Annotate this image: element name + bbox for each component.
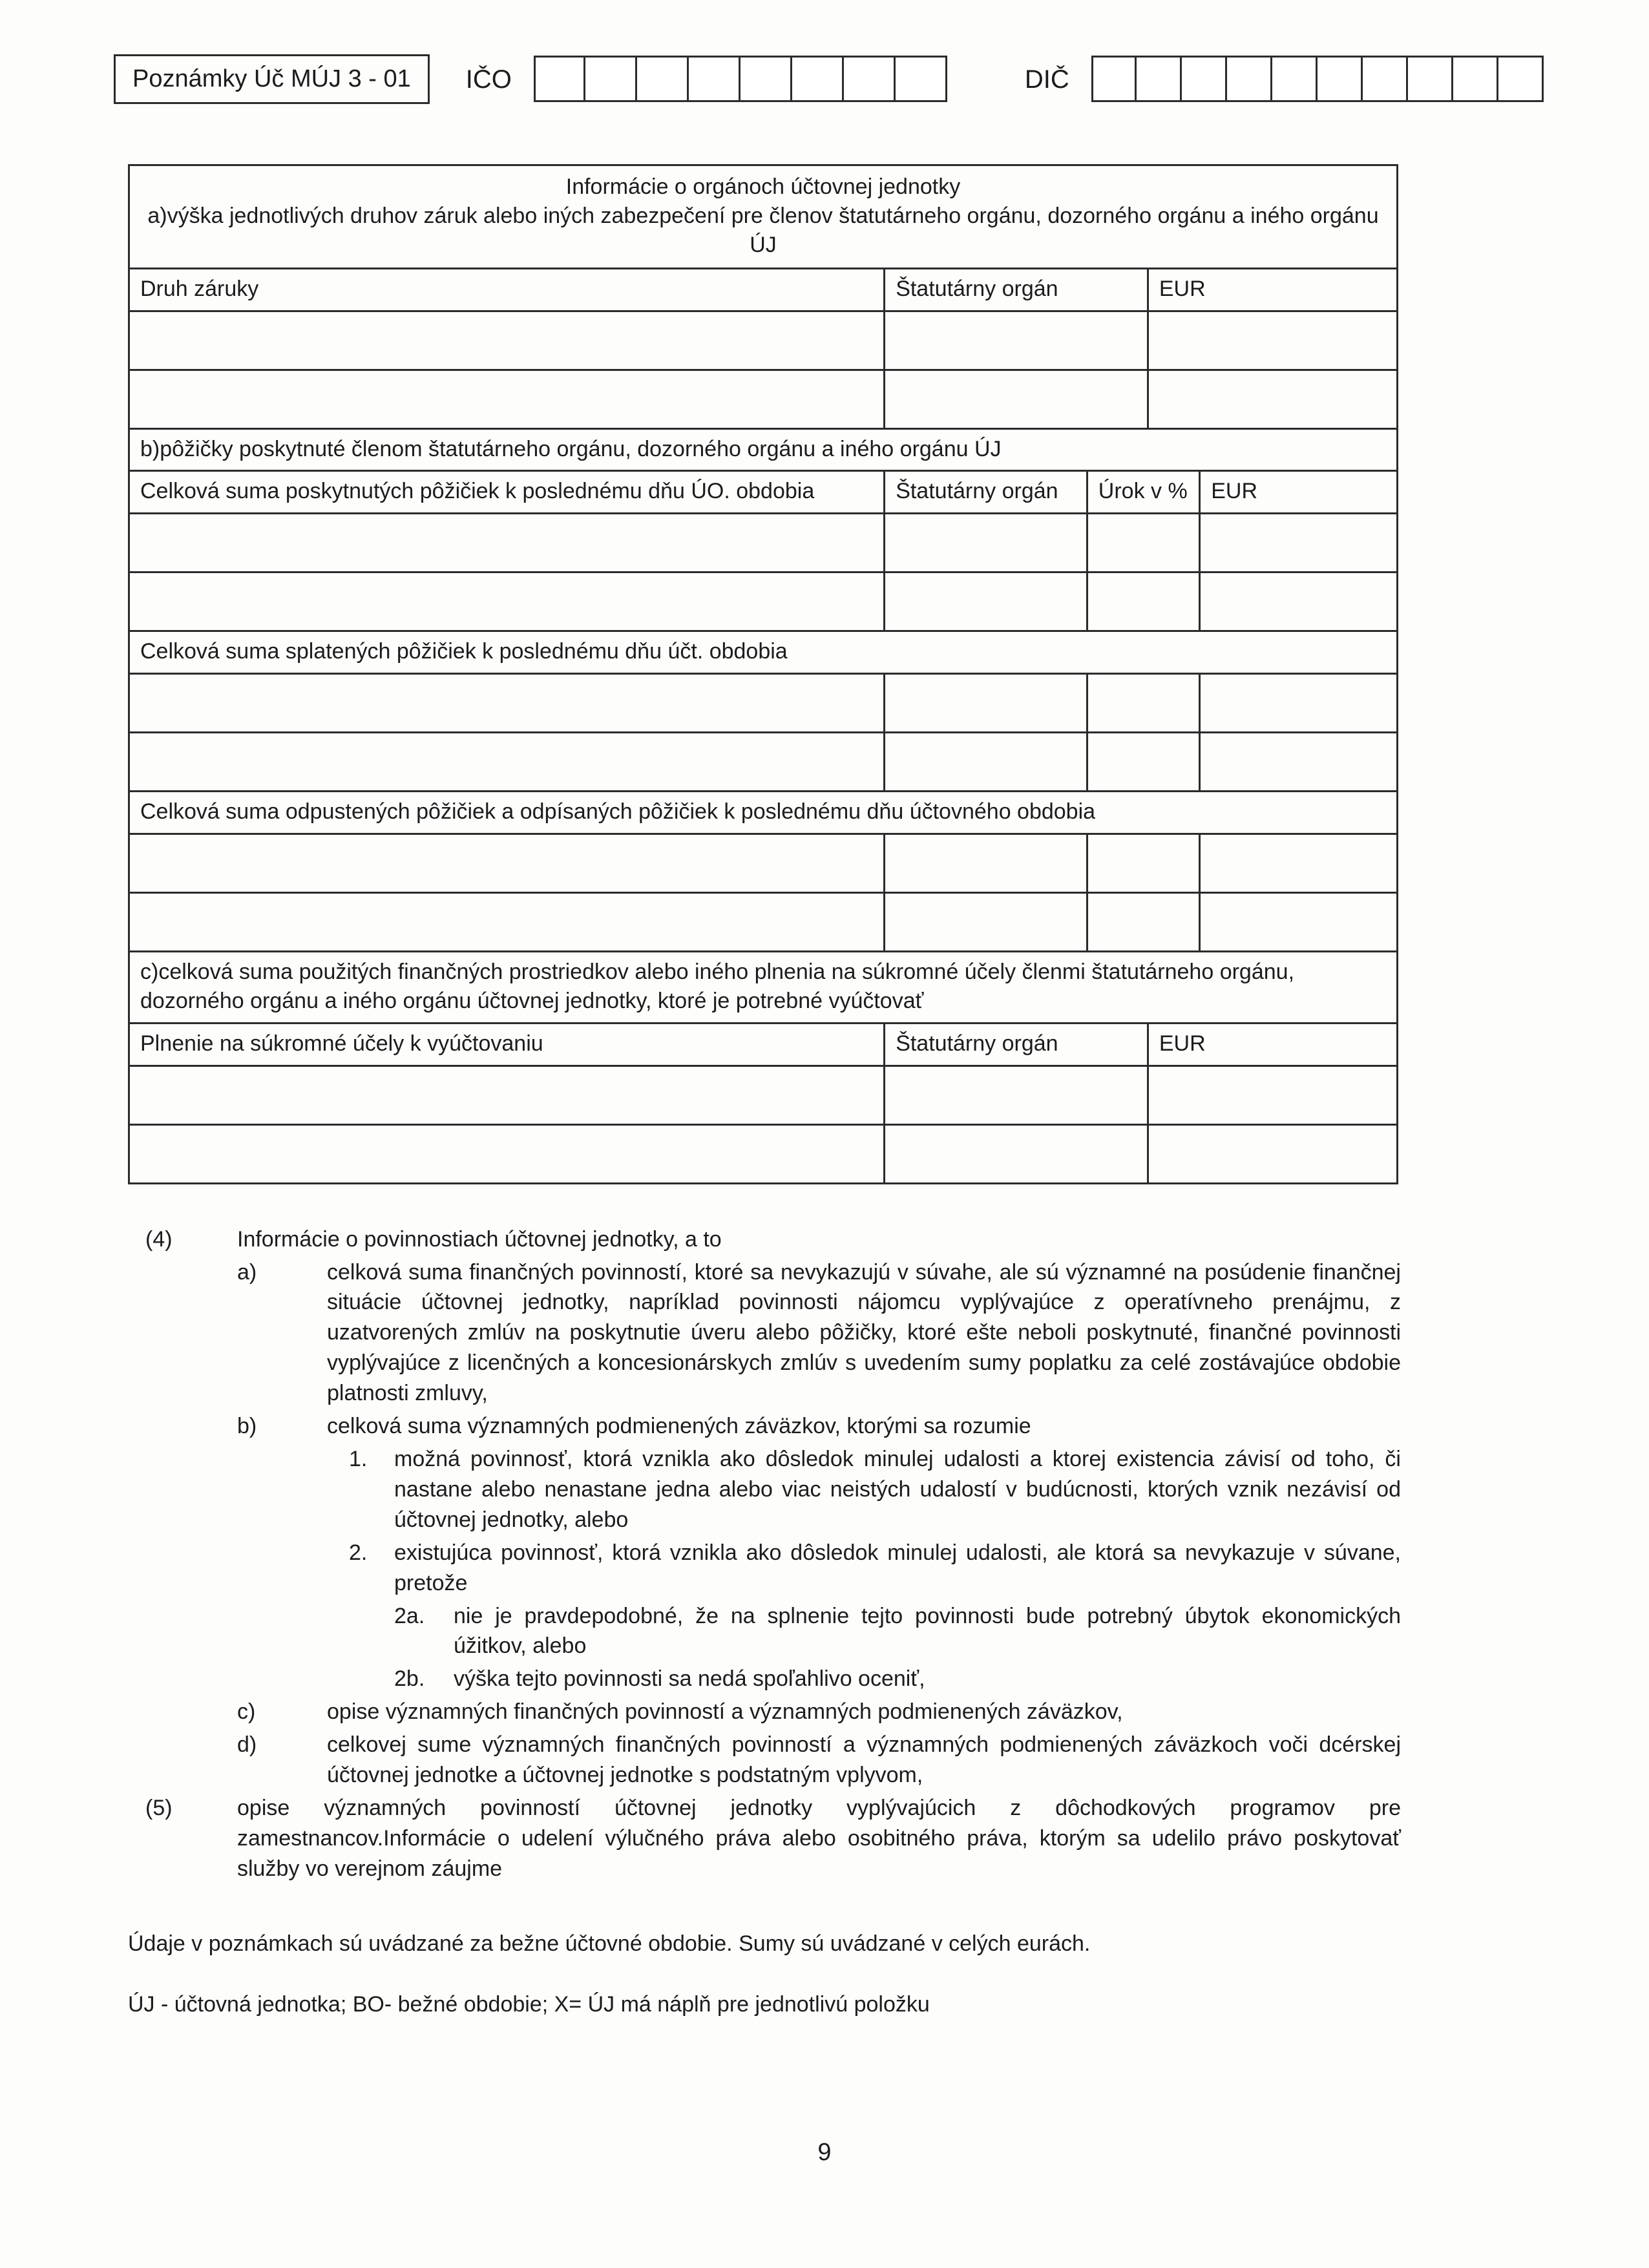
- col-urok-v-percentach: Úrok v %: [1086, 472, 1199, 512]
- label-plnenie-na-sukromne-ucely: Plnenie na súkromné účely k vyúčtovaniu: [140, 1031, 543, 1056]
- col-druh-zaruky: Druh záruky: [140, 276, 259, 301]
- input-cell[interactable]: [1199, 894, 1396, 950]
- dic-digit-cell[interactable]: [1272, 56, 1318, 102]
- input-cell[interactable]: [1147, 1067, 1396, 1124]
- input-cell[interactable]: [130, 371, 883, 428]
- dic-digit-cell[interactable]: [1318, 56, 1363, 102]
- col-statutarny-organ: Štatutárny orgán: [883, 1024, 1147, 1065]
- list-item-text: existujúca povinnosť, ktorá vznikla ako dôsledok minulej udalosti, ale ktorá sa nevykazuje v súvane, pretože: [394, 1540, 1401, 1595]
- input-cell[interactable]: [883, 733, 1086, 790]
- list-item: [0, 1697, 1401, 1727]
- list-item-number: (4): [145, 1226, 173, 1252]
- list-item-number: a): [237, 1259, 257, 1285]
- dic-label: DIČ: [1024, 65, 1069, 94]
- list-item-text: opise významných povinností účtovnej jednotky vyplývajúcich z dôchodkových programov pre zamestnancov.Informácie o udelení výlučného práva alebo osobitného práva, ktorým sa udelilo právo poskytovať služby vo verejnom záujme: [237, 1795, 1401, 1881]
- input-cell[interactable]: [1147, 371, 1396, 428]
- list-item-text: celková suma významných podmienených záväzkov, ktorými sa rozumie: [327, 1414, 1031, 1439]
- list-item: [0, 1730, 1401, 1790]
- list-item-text: celkovej sume významných finančných povinností a významných podmienených záväzkoch voči dcérskej účtovnej jednotke a účtovnej jednotke s podstatným vplyvom,: [327, 1732, 1401, 1788]
- section-b-heading: b)pôžičky poskytnuté členom štatutárneho orgánu, dozorného orgánu a iného orgánu ÚJ: [140, 436, 1002, 461]
- dic-digit-cell[interactable]: [1453, 56, 1498, 102]
- table-row: [130, 573, 1396, 632]
- input-cell[interactable]: [883, 371, 1147, 428]
- list-item-number: 2.: [349, 1540, 368, 1565]
- input-cell[interactable]: [883, 312, 1147, 369]
- table-row: [130, 1067, 1396, 1126]
- list-item: [0, 1224, 1401, 1255]
- table-title: Informácie o orgánoch účtovnej jednotky: [565, 174, 961, 199]
- section-c-heading-row: [130, 952, 1396, 1024]
- input-cell[interactable]: [1199, 733, 1396, 790]
- input-cell[interactable]: [1199, 835, 1396, 892]
- ico-digit-cell[interactable]: [740, 56, 792, 102]
- ico-digit-cell[interactable]: [534, 56, 585, 102]
- dic-digit-cell[interactable]: [1363, 56, 1408, 102]
- form-header: [0, 0, 1649, 105]
- col-eur: EUR: [1199, 472, 1396, 512]
- input-cell[interactable]: [130, 675, 883, 731]
- dic-digit-cell[interactable]: [1137, 56, 1182, 102]
- input-cell[interactable]: [883, 835, 1086, 892]
- input-cell[interactable]: [1147, 1126, 1396, 1182]
- page-number: 9: [817, 2139, 832, 2166]
- input-cell[interactable]: [130, 1067, 883, 1124]
- section-b-row3-heading: [130, 792, 1396, 835]
- input-cell[interactable]: [1086, 675, 1199, 731]
- ico-digit-cell[interactable]: [689, 56, 740, 102]
- list-item-number: b): [237, 1414, 257, 1439]
- table-row: [130, 514, 1396, 573]
- list-item: [0, 1411, 1401, 1442]
- input-cell[interactable]: [130, 514, 883, 571]
- table-title-row: [130, 166, 1396, 269]
- dic-digit-grid: [1091, 56, 1544, 102]
- input-cell[interactable]: [1086, 514, 1199, 571]
- label-celkova-suma-splatenych: Celková suma splatených pôžičiek k poslednému dňu účt. obdobia: [140, 639, 788, 664]
- col-eur: EUR: [1147, 1024, 1396, 1065]
- input-cell[interactable]: [1199, 514, 1396, 571]
- table-row: [130, 1126, 1396, 1182]
- list-item-number: 1.: [349, 1446, 368, 1471]
- input-cell[interactable]: [1086, 894, 1199, 950]
- notes-list: [0, 1224, 1401, 1884]
- section-a-heading: a)výška jednotlivých druhov záruk alebo iných zabezpečení pre členov štatutárneho orgánu, dozorného orgánu a iného orgánu ÚJ: [147, 203, 1379, 257]
- section-b-header-row: [130, 472, 1396, 514]
- list-item: [0, 1444, 1401, 1535]
- table-row: [130, 733, 1396, 792]
- dic-digit-cell[interactable]: [1408, 56, 1453, 102]
- col-statutarny-organ: Štatutárny orgán: [883, 269, 1147, 310]
- input-cell[interactable]: [1199, 675, 1396, 731]
- input-cell[interactable]: [1086, 573, 1199, 630]
- dic-digit-cell[interactable]: [1227, 56, 1272, 102]
- organs-info-table: [128, 164, 1398, 1184]
- input-cell[interactable]: [883, 1067, 1147, 1124]
- ico-digit-cell[interactable]: [896, 56, 947, 102]
- table-row: [130, 312, 1396, 371]
- table-title-cell: [130, 166, 1396, 268]
- ico-digit-grid: [534, 56, 947, 102]
- list-item-text: nie je pravdepodobné, že na splnenie tejto povinnosti bude potrebný úbytok ekonomických úžitkov, alebo: [454, 1603, 1401, 1659]
- list-item-number: d): [237, 1732, 257, 1758]
- col-eur: EUR: [1147, 269, 1396, 310]
- list-item-number: 2b.: [394, 1666, 425, 1692]
- list-item: [0, 1793, 1401, 1884]
- input-cell[interactable]: [1086, 835, 1199, 892]
- input-cell[interactable]: [883, 894, 1086, 950]
- table-row: [130, 675, 1396, 733]
- table-row: [130, 371, 1396, 430]
- ico-digit-cell[interactable]: [585, 56, 637, 102]
- section-b-heading-row: [130, 430, 1396, 472]
- input-cell[interactable]: [130, 312, 883, 369]
- input-cell[interactable]: [130, 835, 883, 892]
- label-celkova-suma-odpustenych: Celková suma odpustených pôžičiek a odpísaných pôžičiek k poslednému dňu účtovného obdobia: [140, 799, 1096, 824]
- list-item: [0, 1538, 1401, 1599]
- col-statutarny-organ: Štatutárny orgán: [883, 472, 1086, 512]
- list-item: [0, 1257, 1401, 1409]
- ico-digit-cell[interactable]: [844, 56, 896, 102]
- input-cell[interactable]: [130, 733, 883, 790]
- input-cell[interactable]: [883, 675, 1086, 731]
- list-item-number: c): [237, 1699, 256, 1725]
- label-celkova-suma-poskytnutych: Celková suma poskytnutých pôžičiek k poslednému dňu ÚO. obdobia: [140, 479, 815, 504]
- form-code: Poznámky Úč MÚJ 3 - 01: [114, 54, 430, 104]
- list-item-number: 2a.: [394, 1603, 425, 1628]
- list-item-text: možná povinnosť, ktorá vznikla ako dôsledok minulej udalosti a ktorej existencia závisí od toho, či nastane alebo nenastane jedna alebo viac neistých udalostí v budúcnosti, ktorých vznik nezávisí od účtovnej jednotky, alebo: [394, 1446, 1401, 1532]
- input-cell[interactable]: [130, 894, 883, 950]
- section-b-row2-heading: [130, 632, 1396, 675]
- list-item-text: Informácie o povinnostiach účtovnej jednotky, a to: [237, 1226, 722, 1252]
- list-item: [0, 1601, 1401, 1662]
- input-cell[interactable]: [883, 573, 1086, 630]
- footer-note-period: Údaje v poznámkach sú uvádzané za bežne účtovné obdobie. Sumy sú uvádzané v celých eurách.: [128, 1931, 1091, 1956]
- list-item-text: opise významných finančných povinností a významných podmienených záväzkov,: [327, 1699, 1123, 1725]
- section-c-header-row: [130, 1024, 1396, 1067]
- input-cell[interactable]: [130, 573, 883, 630]
- dic-digit-cell[interactable]: [1498, 56, 1544, 102]
- dic-digit-cell[interactable]: [1091, 56, 1137, 102]
- list-item-text: výška tejto povinnosti sa nedá spoľahlivo oceniť,: [454, 1666, 925, 1692]
- ico-label: IČO: [465, 65, 512, 94]
- section-a-header-row: [130, 269, 1396, 312]
- ico-digit-cell[interactable]: [637, 56, 689, 102]
- footer-note-abbreviations: ÚJ - účtovná jednotka; BO- bežné obdobie; X= ÚJ má náplň pre jednotlivú položku: [128, 1991, 930, 2017]
- table-row: [130, 835, 1396, 894]
- input-cell[interactable]: [883, 514, 1086, 571]
- list-item: [0, 1664, 1401, 1694]
- input-cell[interactable]: [130, 1126, 883, 1182]
- list-item-number: (5): [145, 1795, 173, 1820]
- input-cell[interactable]: [1086, 733, 1199, 790]
- ico-digit-cell[interactable]: [792, 56, 844, 102]
- input-cell[interactable]: [1199, 573, 1396, 630]
- dic-digit-cell[interactable]: [1182, 56, 1227, 102]
- input-cell[interactable]: [883, 1126, 1147, 1182]
- section-c-heading: c)celková suma použitých finančných prostriedkov alebo iného plnenia na súkromné účely členmi štatutárneho orgánu, dozorného orgánu a iného orgánu účtovnej jednotky, ktoré je potrebné vyúčtovať: [140, 960, 1295, 1013]
- input-cell[interactable]: [1147, 312, 1396, 369]
- table-row: [130, 894, 1396, 952]
- list-item-text: celková suma finančných povinností, ktoré sa nevykazujú v súvahe, ale sú významné na posúdenie finančnej situácie účtovnej jednotky, napríklad povinnosti nájomcu vyplývajúce z operatívneho prenájmu, z uzatvorených zmlúv na poskytnutie úveru alebo pôžičky, ktoré ešte neboli poskytnuté, finančné povinnosti vyplývajúce z licenčných a koncesionárskych zmlúv s uvedením sumy poplatku za celé zostávajúce obdobie platnosti zmluvy,: [327, 1259, 1401, 1406]
